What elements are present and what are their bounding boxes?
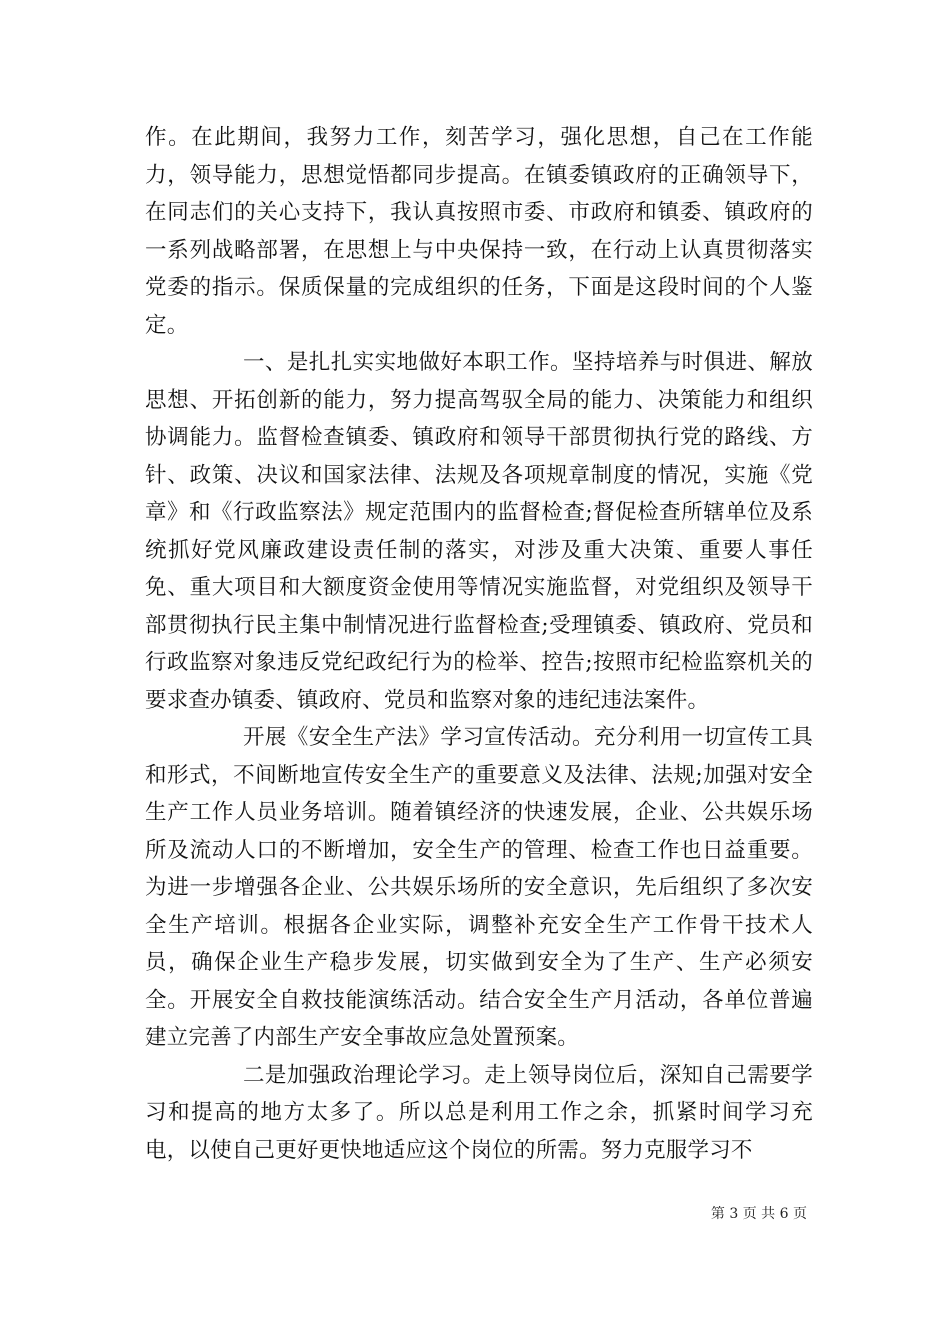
paragraph-4: 二是加强政治理论学习。走上领导岗位后，深知自己需要学习和提高的地方太多了。所以总是利用工作之余，抓紧时间学习充电，以使自己更好更快地适应这个岗位的所需。努力克服学习不	[145, 1062, 813, 1163]
page-number-footer: 第 3 页 共 6 页	[710, 1206, 807, 1222]
paragraph-2: 一、是扎扎实实地做好本职工作。坚持培养与时俱进、解放思想、开拓创新的能力，努力提高驾驭全局的能力、决策能力和组织协调能力。监督检查镇委、镇政府和领导干部贯彻执行党的路线、方针、政策、决议和国家法律、法规及各项规章制度的情况，实施《党章》和《行政监察法》规定范围内的监督检查;督促检查所辖单位及系统抓好党风廉政建设责任制的落实，对涉及重大决策、重要人事任免、重大项目和大额度资金使用等情况实施监督，对党组织及领导干部贯彻执行民主集中制情况进行监督检查;受理镇委、镇政府、党员和行政监察对象违反党纪政纪行为的检举、控告;按照市纪检监察机关的要求查办镇委、镇政府、党员和监察对象的违纪违法案件。	[145, 350, 813, 713]
paragraph-1: 作。在此期间，我努力工作，刻苦学习，强化思想，自己在工作能力，领导能力，思想觉悟都同步提高。在镇委镇政府的正确领导下，在同志们的关心支持下，我认真按照市委、市政府和镇委、镇政府的一系列战略部署，在思想上与中央保持一致，在行动上认真贯彻落实党委的指示。保质保量的完成组织的任务，下面是这段时间的个人鉴定。	[145, 125, 813, 338]
document-body	[145, 119, 813, 1169]
paragraph-3: 开展《安全生产法》学习宣传活动。充分利用一切宣传工具和形式，不间断地宣传安全生产的重要意义及法律、法规;加强对安全生产工作人员业务培训。随着镇经济的快速发展，企业、公共娱乐场所及流动人口的不断增加，安全生产的管理、检查工作也日益重要。为进一步增强各企业、公共娱乐场所的安全意识，先后组织了多次安全生产培训。根据各企业实际，调整补充安全生产工作骨干技术人员，确保企业生产稳步发展，切实做到安全为了生产、生产必须安全。开展安全自救技能演练活动。结合安全生产月活动，各单位普遍建立完善了内部生产安全事故应急处置预案。	[145, 725, 813, 1050]
